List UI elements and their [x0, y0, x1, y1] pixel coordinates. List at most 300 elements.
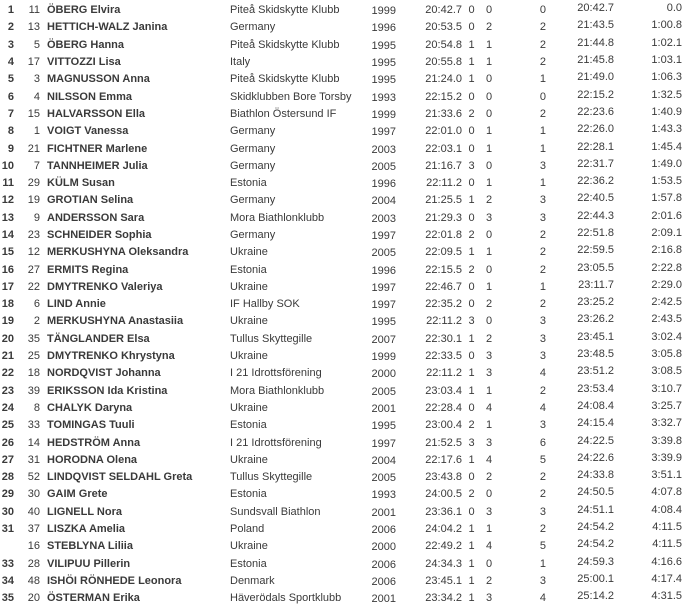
penalty2-cell: 2	[485, 574, 493, 587]
bib-cell: 14	[27, 436, 40, 449]
athlete-name-cell: LINDQVIST SELDAHL Greta	[47, 471, 193, 484]
bib-cell: 48	[27, 574, 40, 587]
total-time-cell: 22:26.0	[577, 123, 614, 136]
club-cell: Ukraine	[230, 246, 268, 259]
time-behind-cell: 2:01.6	[651, 209, 682, 222]
birth-year-cell: 1995	[371, 57, 396, 70]
birth-year-cell: 2004	[371, 454, 396, 467]
penalty1-cell: 0	[468, 4, 475, 17]
rank-cell: 23	[1, 384, 14, 397]
rank-cell: 12	[1, 194, 14, 207]
rank-cell: 1	[7, 4, 14, 17]
club-cell: Tullus Skyttegille	[230, 471, 313, 484]
rank-cell: 31	[1, 523, 14, 536]
rank-cell: 29	[1, 488, 14, 501]
penalty-total-cell: 0	[539, 90, 546, 103]
penalty-total-cell: 2	[539, 246, 546, 259]
course-time-cell: 24:00.5	[425, 488, 462, 501]
athlete-name-cell: GROTIAN Selina	[47, 194, 134, 207]
athlete-name-cell: ERIKSSON Ida Kristina	[47, 384, 168, 397]
club-cell: Denmark	[230, 574, 275, 587]
penalty1-cell: 2	[468, 107, 475, 120]
birth-year-cell: 2001	[371, 593, 396, 606]
course-time-cell: 22:11.2	[426, 177, 462, 190]
club-cell: Germany	[230, 142, 276, 155]
penalty2-cell: 3	[485, 367, 493, 380]
athlete-name-cell: TÄNGLANDER Elsa	[47, 332, 150, 345]
total-time-cell: 22:23.6	[577, 105, 614, 118]
table-row	[0, 37, 690, 54]
rank-cell: 3	[7, 38, 14, 51]
penalty-total-cell: 3	[539, 419, 546, 432]
penalty-total-cell: 5	[539, 453, 546, 466]
bib-cell: 17	[27, 56, 40, 69]
course-time-cell: 21:24.0	[425, 73, 462, 86]
penalty2-cell: 4	[485, 401, 493, 414]
rank-cell: 2	[7, 21, 14, 34]
penalty-total-cell: 1	[539, 177, 546, 190]
birth-year-cell: 1996	[371, 178, 396, 191]
course-time-cell: 22:01.0	[425, 125, 462, 138]
penalty2-cell: 1	[485, 419, 493, 432]
bib-cell: 28	[27, 557, 40, 570]
club-cell: Ukraine	[230, 540, 268, 553]
club-cell: Ukraine	[230, 280, 268, 293]
penalty-total-cell: 3	[539, 211, 546, 224]
time-behind-cell: 1:43.3	[651, 123, 682, 136]
total-time-cell: 22:51.8	[577, 227, 614, 239]
birth-year-cell: 1997	[371, 437, 396, 450]
penalty2-cell: 0	[485, 107, 493, 120]
penalty1-cell: 1	[468, 367, 475, 380]
table-row	[0, 313, 690, 330]
club-cell: Piteå Skidskytte Klubb	[230, 38, 340, 51]
club-cell: Sundsvall Biathlon	[230, 505, 321, 518]
penalty1-cell: 2	[468, 263, 475, 276]
table-row	[0, 244, 690, 261]
athlete-name-cell: TOMINGAS Tuuli	[47, 419, 135, 432]
total-time-cell: 23:05.5	[577, 261, 614, 274]
penalty-total-cell: 3	[539, 505, 546, 518]
penalty1-cell: 0	[468, 298, 475, 311]
table-row	[0, 486, 690, 503]
athlete-name-cell: CHALYK Daryna	[47, 401, 133, 414]
total-time-cell: 21:49.0	[577, 71, 614, 84]
birth-year-cell: 1999	[371, 5, 396, 18]
penalty1-cell: 1	[468, 523, 475, 536]
penalty2-cell: 2	[485, 21, 493, 34]
penalty1-cell: 0	[468, 401, 475, 414]
penalty-total-cell: 2	[539, 523, 546, 536]
time-behind-cell: 1:57.8	[651, 192, 682, 205]
bib-cell: 22	[27, 280, 40, 293]
penalty1-cell: 2	[468, 229, 475, 241]
penalty-total-cell: 1	[539, 557, 546, 570]
penalty1-cell: 3	[468, 315, 475, 328]
total-time-cell: 22:15.2	[577, 88, 614, 101]
table-row	[0, 383, 690, 400]
penalty-total-cell: 2	[539, 471, 546, 484]
rank-cell: 30	[1, 505, 14, 518]
rank-cell: 19	[1, 315, 14, 328]
club-cell: Estonia	[230, 557, 267, 570]
penalty-total-cell: 3	[539, 194, 546, 207]
birth-year-cell: 2004	[371, 195, 396, 208]
time-behind-cell: 2:43.5	[651, 313, 682, 326]
penalty2-cell: 1	[485, 177, 493, 190]
table-row	[0, 123, 690, 140]
penalty2-cell: 3	[485, 505, 493, 518]
athlete-name-cell: HALVARSSON Ella	[47, 107, 145, 120]
birth-year-cell: 2005	[371, 160, 396, 173]
total-time-cell: 25:14.2	[577, 590, 614, 603]
total-time-cell: 22:28.1	[577, 140, 614, 153]
club-cell: Estonia	[230, 419, 267, 432]
course-time-cell: 23:00.4	[425, 419, 462, 432]
bib-cell: 4	[33, 90, 40, 103]
table-row	[0, 210, 690, 227]
penalty-total-cell: 5	[539, 540, 546, 553]
bib-cell: 27	[27, 263, 40, 276]
athlete-name-cell: ISHÖI RÖNHEDE Leonora	[47, 574, 182, 587]
table-row	[0, 556, 690, 573]
athlete-name-cell: NILSSON Emma	[47, 90, 132, 103]
penalty1-cell: 0	[468, 125, 475, 138]
bib-cell: 15	[27, 107, 40, 120]
bib-cell: 39	[27, 384, 40, 397]
course-time-cell: 22:35.2	[425, 298, 462, 311]
birth-year-cell: 1996	[371, 22, 396, 35]
course-time-cell: 24:34.3	[425, 557, 462, 570]
penalty2-cell: 0	[485, 557, 493, 570]
course-time-cell: 22:15.5	[425, 263, 462, 276]
table-row	[0, 261, 690, 278]
rank-cell: 16	[1, 263, 14, 276]
birth-year-cell: 2005	[371, 472, 396, 485]
time-behind-cell: 3:05.8	[651, 348, 682, 361]
time-behind-cell: 0.0	[666, 2, 682, 15]
total-time-cell: 23:45.1	[577, 330, 614, 343]
rank-cell: 6	[7, 90, 14, 103]
time-behind-cell: 3:51.1	[651, 469, 682, 482]
total-time-cell: 22:44.3	[577, 209, 614, 222]
rank-cell: 17	[1, 280, 14, 293]
total-time-cell: 25:00.1	[577, 572, 614, 585]
athlete-name-cell: STEBLYNA Liliia	[47, 540, 133, 553]
birth-year-cell: 2001	[371, 506, 396, 519]
bib-cell: 5	[33, 38, 40, 51]
club-cell: Häverödals Sportklubb	[230, 592, 342, 605]
bib-cell: 8	[33, 401, 40, 414]
penalty-total-cell: 2	[539, 38, 546, 51]
penalty1-cell: 1	[468, 384, 475, 397]
birth-year-cell: 2006	[371, 524, 396, 537]
club-cell: Tullus Skyttegille	[230, 332, 313, 345]
time-behind-cell: 3:39.9	[651, 451, 682, 464]
course-time-cell: 21:16.7	[425, 159, 462, 172]
penalty-total-cell: 2	[539, 488, 546, 501]
table-row	[0, 106, 690, 123]
time-behind-cell: 1:03.1	[651, 54, 682, 67]
club-cell: Estonia	[230, 488, 267, 501]
penalty2-cell: 3	[485, 592, 493, 605]
birth-year-cell: 2003	[371, 212, 396, 225]
course-time-cell: 21:52.5	[425, 436, 462, 449]
time-behind-cell: 4:16.6	[651, 555, 682, 568]
penalty1-cell: 1	[468, 592, 475, 605]
total-time-cell: 23:53.4	[577, 382, 614, 395]
penalty1-cell: 1	[468, 557, 475, 570]
club-cell: Germany	[230, 21, 276, 34]
club-cell: Germany	[230, 159, 276, 172]
course-time-cell: 20:55.8	[425, 56, 462, 69]
club-cell: Biathlon Östersund IF	[230, 107, 337, 120]
course-time-cell: 23:36.1	[425, 505, 462, 518]
time-behind-cell: 4:11.5	[652, 521, 682, 534]
penalty2-cell: 1	[485, 38, 493, 51]
total-time-cell: 24:51.1	[577, 503, 614, 516]
rank-cell: 8	[7, 125, 14, 138]
total-time-cell: 24:33.8	[577, 469, 614, 482]
penalty2-cell: 0	[485, 90, 493, 103]
athlete-name-cell: GAIM Grete	[47, 488, 108, 501]
bib-cell: 6	[33, 298, 40, 311]
club-cell: Skidklubben Bore Torsby	[230, 90, 352, 103]
athlete-name-cell: LIND Annie	[47, 298, 106, 311]
time-behind-cell: 4:17.4	[651, 572, 682, 585]
penalty-total-cell: 2	[539, 298, 546, 311]
time-behind-cell: 1:53.5	[651, 175, 682, 188]
penalty-total-cell: 0	[539, 4, 546, 17]
bib-cell: 29	[27, 177, 40, 190]
penalty2-cell: 1	[485, 56, 493, 69]
penalty2-cell: 2	[485, 298, 493, 311]
club-cell: Ukraine	[230, 315, 268, 328]
penalty2-cell: 1	[485, 384, 493, 397]
time-behind-cell: 2:16.8	[651, 244, 682, 257]
birth-year-cell: 2006	[371, 575, 396, 588]
athlete-name-cell: ANDERSSON Sara	[47, 211, 145, 224]
athlete-name-cell: SCHNEIDER Sophia	[47, 229, 152, 241]
rank-cell: 10	[1, 159, 14, 172]
club-cell: Italy	[230, 56, 251, 69]
birth-year-cell: 1997	[371, 126, 396, 139]
bib-cell: 3	[33, 73, 40, 86]
total-time-cell: 21:45.8	[577, 54, 614, 67]
athlete-name-cell: MERKUSHYNA Anastasiia	[47, 315, 184, 328]
athlete-name-cell: ÖBERG Elvira	[47, 4, 121, 17]
table-row	[0, 158, 690, 175]
penalty-total-cell: 3	[539, 159, 546, 172]
bib-cell: 18	[27, 367, 40, 380]
time-behind-cell: 2:22.8	[651, 261, 682, 274]
time-behind-cell: 1:00.8	[651, 19, 682, 32]
penalty1-cell: 2	[468, 419, 475, 432]
penalty-total-cell: 4	[539, 401, 546, 414]
penalty1-cell: 0	[468, 21, 475, 34]
time-behind-cell: 1:06.3	[651, 71, 682, 84]
table-row	[0, 434, 690, 451]
birth-year-cell: 1995	[371, 316, 396, 329]
penalty2-cell: 1	[485, 246, 493, 259]
table-row	[0, 296, 690, 313]
penalty2-cell: 0	[485, 73, 493, 86]
total-time-cell: 22:40.5	[577, 192, 614, 205]
rank-cell: 26	[1, 436, 14, 449]
total-time-cell: 24:54.2	[577, 538, 614, 551]
athlete-name-cell: MAGNUSSON Anna	[47, 73, 150, 86]
penalty2-cell: 2	[485, 332, 493, 345]
birth-year-cell: 2005	[371, 385, 396, 398]
birth-year-cell: 1995	[371, 420, 396, 433]
bib-cell: 11	[28, 4, 40, 17]
birth-year-cell: 2000	[371, 368, 396, 381]
course-time-cell: 22:30.1	[425, 332, 462, 345]
penalty1-cell: 1	[468, 56, 475, 69]
rank-cell: 11	[2, 177, 14, 190]
bib-cell: 1	[33, 125, 40, 138]
total-time-cell: 22:36.2	[577, 175, 614, 188]
table-row	[0, 54, 690, 71]
time-behind-cell: 2:42.5	[651, 296, 682, 309]
table-row	[0, 227, 690, 244]
rank-cell: 4	[7, 56, 14, 69]
time-behind-cell: 1:49.0	[651, 157, 682, 170]
penalty2-cell: 0	[485, 315, 493, 328]
time-behind-cell: 3:02.4	[651, 330, 682, 343]
club-cell: Piteå Skidskytte Klubb	[230, 73, 340, 86]
club-cell: Ukraine	[230, 401, 268, 414]
bib-cell: 21	[27, 142, 40, 155]
penalty2-cell: 2	[485, 194, 493, 207]
penalty-total-cell: 1	[539, 73, 546, 86]
time-behind-cell: 3:39.8	[651, 434, 682, 447]
penalty-total-cell: 1	[539, 125, 546, 138]
penalty-total-cell: 4	[539, 367, 546, 380]
total-time-cell: 21:43.5	[577, 19, 614, 32]
time-behind-cell: 2:29.0	[651, 278, 682, 291]
table-row	[0, 19, 690, 36]
time-behind-cell: 3:25.7	[651, 399, 682, 412]
athlete-name-cell: HETTICH-WALZ Janina	[47, 21, 168, 34]
total-time-cell: 21:44.8	[577, 36, 614, 49]
athlete-name-cell: VOIGT Vanessa	[47, 125, 129, 138]
penalty-total-cell: 3	[539, 332, 546, 345]
penalty2-cell: 3	[485, 350, 493, 363]
club-cell: Estonia	[230, 177, 267, 190]
total-time-cell: 23:51.2	[577, 365, 614, 378]
athlete-name-cell: NORDQVIST Johanna	[47, 367, 161, 380]
penalty2-cell: 1	[485, 125, 493, 138]
rank-cell: 35	[1, 592, 14, 605]
penalty1-cell: 1	[468, 246, 475, 259]
penalty1-cell: 1	[468, 73, 475, 86]
rank-cell: 34	[1, 574, 14, 587]
bib-cell: 35	[27, 332, 40, 345]
rank-cell: 25	[1, 419, 14, 432]
table-row	[0, 452, 690, 469]
athlete-name-cell: KÜLM Susan	[47, 177, 115, 190]
table-row	[0, 71, 690, 88]
penalty-total-cell: 3	[539, 350, 546, 363]
total-time-cell: 24:08.4	[577, 399, 614, 412]
course-time-cell: 22:15.2	[425, 90, 462, 103]
birth-year-cell: 2001	[371, 402, 396, 415]
birth-year-cell: 1997	[371, 281, 396, 294]
rank-cell: 28	[1, 471, 14, 484]
club-cell: Mora Biathlonklubb	[230, 384, 325, 397]
penalty-total-cell: 2	[539, 229, 546, 241]
total-time-cell: 23:48.5	[577, 348, 614, 361]
penalty2-cell: 4	[485, 540, 493, 553]
bib-cell: 25	[27, 350, 40, 363]
course-time-cell: 22:17.6	[425, 453, 462, 466]
course-time-cell: 21:33.6	[425, 107, 462, 120]
table-row	[0, 88, 690, 105]
course-time-cell: 22:09.5	[425, 246, 462, 259]
athlete-name-cell: MERKUSHYNA Oleksandra	[47, 246, 189, 259]
athlete-name-cell: ERMITS Regina	[47, 263, 129, 276]
rank-cell: 33	[1, 557, 14, 570]
penalty1-cell: 1	[468, 332, 475, 345]
athlete-name-cell: VILIPUU Pillerin	[47, 557, 131, 570]
total-time-cell: 23:11.7	[578, 278, 614, 291]
rank-cell: 22	[1, 367, 14, 380]
penalty-total-cell: 2	[539, 384, 546, 397]
athlete-name-cell: DMYTRENKO Khrystyna	[47, 350, 175, 363]
bib-cell: 23	[27, 229, 40, 241]
club-cell: Ukraine	[230, 350, 268, 363]
course-time-cell: 22:01.8	[425, 229, 462, 241]
penalty-total-cell: 4	[539, 592, 546, 605]
total-time-cell: 24:22.6	[577, 451, 614, 464]
rank-cell: 13	[1, 211, 14, 224]
table-row	[0, 573, 690, 590]
birth-year-cell: 1993	[371, 489, 396, 502]
course-time-cell: 20:42.7	[425, 4, 462, 17]
bib-cell: 30	[27, 488, 40, 501]
course-time-cell: 24:04.2	[425, 523, 462, 536]
penalty-total-cell: 2	[539, 56, 546, 69]
table-row	[0, 279, 690, 296]
rank-cell: 20	[1, 332, 14, 345]
penalty1-cell: 1	[468, 453, 475, 466]
rank-cell: 18	[1, 298, 14, 311]
club-cell: Germany	[230, 194, 276, 207]
penalty2-cell: 0	[485, 488, 493, 501]
penalty1-cell: 3	[468, 159, 475, 172]
time-behind-cell: 2:09.1	[651, 227, 682, 239]
birth-year-cell: 2007	[371, 333, 396, 346]
course-time-cell: 23:45.1	[425, 574, 462, 587]
table-row	[0, 590, 690, 607]
course-time-cell: 22:46.7	[425, 280, 462, 293]
athlete-name-cell: ÖSTERMAN Erika	[47, 592, 140, 605]
table-row	[0, 538, 690, 555]
penalty1-cell: 0	[468, 142, 475, 155]
club-cell: I 21 Idrottsförening	[230, 367, 322, 380]
bib-cell: 16	[27, 540, 40, 553]
club-cell: Poland	[230, 523, 265, 536]
penalty2-cell: 0	[485, 4, 493, 17]
penalty2-cell: 3	[485, 436, 493, 449]
total-time-cell: 24:50.5	[577, 486, 614, 499]
total-time-cell: 23:26.2	[577, 313, 614, 326]
athlete-name-cell: ÖBERG Hanna	[47, 38, 125, 51]
bib-cell: 12	[27, 246, 40, 259]
time-behind-cell: 1:45.4	[651, 140, 682, 153]
penalty1-cell: 1	[468, 194, 475, 207]
